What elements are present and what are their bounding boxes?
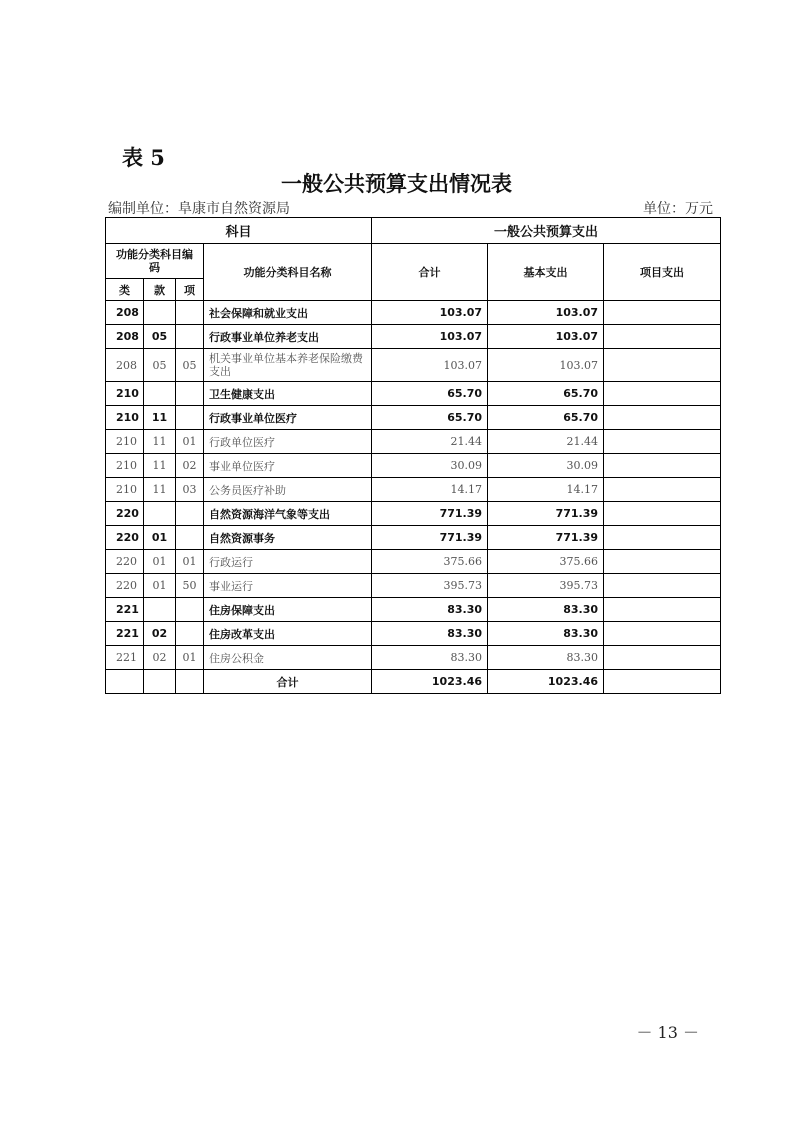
cell-lei: 220 <box>106 574 144 598</box>
table-row <box>106 325 721 349</box>
cell-name: 行政单位医疗 <box>204 430 372 454</box>
cell-total: 30.09 <box>372 454 488 478</box>
cell-xiang <box>176 301 204 325</box>
header-kuan: 款 <box>144 279 176 301</box>
cell-total: 14.17 <box>372 478 488 502</box>
cell-xiang: 02 <box>176 454 204 478</box>
cell-lei: 220 <box>106 550 144 574</box>
cell-name: 住房公积金 <box>204 646 372 670</box>
cell-kuan: 02 <box>144 622 176 646</box>
cell-basic: 30.09 <box>488 454 604 478</box>
cell-kuan: 01 <box>144 526 176 550</box>
cell-xiang: 01 <box>176 550 204 574</box>
table-label: 表 5 <box>122 145 165 170</box>
cell-lei: 208 <box>106 349 144 382</box>
cell-project <box>604 526 721 550</box>
empty-code-cell <box>106 670 144 694</box>
cell-kuan: 11 <box>144 430 176 454</box>
cell-total: 83.30 <box>372 622 488 646</box>
cell-name: 行政事业单位医疗 <box>204 406 372 430</box>
page-title: 一般公共预算支出情况表 <box>281 172 512 196</box>
cell-basic: 83.30 <box>488 646 604 670</box>
total-row-total: 1023.46 <box>372 670 488 694</box>
table-row <box>106 301 721 325</box>
cell-project <box>604 574 721 598</box>
cell-lei: 221 <box>106 646 144 670</box>
header-project: 项目支出 <box>604 244 721 301</box>
cell-basic: 375.66 <box>488 550 604 574</box>
cell-basic: 83.30 <box>488 622 604 646</box>
cell-lei: 210 <box>106 382 144 406</box>
total-row-label: 合计 <box>204 670 372 694</box>
cell-project <box>604 646 721 670</box>
cell-xiang <box>176 598 204 622</box>
cell-kuan: 11 <box>144 454 176 478</box>
cell-lei: 210 <box>106 406 144 430</box>
header-basic: 基本支出 <box>488 244 604 301</box>
cell-name: 住房保障支出 <box>204 598 372 622</box>
cell-kuan <box>144 502 176 526</box>
cell-basic: 14.17 <box>488 478 604 502</box>
cell-basic: 65.70 <box>488 406 604 430</box>
table-row <box>106 406 721 430</box>
cell-project <box>604 622 721 646</box>
cell-name: 机关事业单位基本养老保险缴费支出 <box>204 349 372 382</box>
cell-xiang: 01 <box>176 430 204 454</box>
currency-unit: 单位：万元 <box>643 201 713 217</box>
cell-lei: 220 <box>106 502 144 526</box>
header-total: 合计 <box>372 244 488 301</box>
cell-kuan: 05 <box>144 349 176 382</box>
cell-lei: 210 <box>106 430 144 454</box>
cell-lei: 221 <box>106 598 144 622</box>
cell-name: 事业单位医疗 <box>204 454 372 478</box>
cell-name: 住房改革支出 <box>204 622 372 646</box>
table-row <box>106 454 721 478</box>
cell-total: 375.66 <box>372 550 488 574</box>
cell-total: 65.70 <box>372 406 488 430</box>
cell-project <box>604 598 721 622</box>
cell-xiang: 50 <box>176 574 204 598</box>
table-row <box>106 382 721 406</box>
table-row <box>106 526 721 550</box>
cell-xiang <box>176 622 204 646</box>
cell-basic: 65.70 <box>488 382 604 406</box>
table-row <box>106 574 721 598</box>
cell-kuan: 11 <box>144 406 176 430</box>
cell-project <box>604 502 721 526</box>
cell-xiang <box>176 382 204 406</box>
cell-kuan <box>144 382 176 406</box>
cell-name: 自然资源海洋气象等支出 <box>204 502 372 526</box>
cell-xiang <box>176 526 204 550</box>
table-row <box>106 622 721 646</box>
cell-xiang <box>176 502 204 526</box>
cell-name: 行政事业单位养老支出 <box>204 325 372 349</box>
cell-project <box>604 550 721 574</box>
cell-total: 103.07 <box>372 349 488 382</box>
table-row <box>106 550 721 574</box>
cell-total: 771.39 <box>372 502 488 526</box>
cell-kuan: 02 <box>144 646 176 670</box>
cell-lei: 221 <box>106 622 144 646</box>
table-row <box>106 502 721 526</box>
cell-name: 公务员医疗补助 <box>204 478 372 502</box>
cell-project <box>604 430 721 454</box>
cell-basic: 103.07 <box>488 301 604 325</box>
cell-kuan: 01 <box>144 550 176 574</box>
cell-total: 65.70 <box>372 382 488 406</box>
cell-basic: 395.73 <box>488 574 604 598</box>
cell-kuan: 11 <box>144 478 176 502</box>
header-lei: 类 <box>106 279 144 301</box>
cell-total: 771.39 <box>372 526 488 550</box>
total-row-basic: 1023.46 <box>488 670 604 694</box>
table-row <box>106 646 721 670</box>
cell-name: 自然资源事务 <box>204 526 372 550</box>
cell-basic: 771.39 <box>488 526 604 550</box>
cell-xiang <box>176 406 204 430</box>
cell-name: 社会保障和就业支出 <box>204 301 372 325</box>
cell-kuan: 05 <box>144 325 176 349</box>
cell-basic: 771.39 <box>488 502 604 526</box>
total-row-project <box>604 670 721 694</box>
cell-total: 21.44 <box>372 430 488 454</box>
cell-total: 83.30 <box>372 598 488 622</box>
cell-total: 83.30 <box>372 646 488 670</box>
cell-name: 行政运行 <box>204 550 372 574</box>
header-name: 功能分类科目名称 <box>204 244 372 301</box>
table-row <box>106 349 721 382</box>
cell-xiang <box>176 325 204 349</box>
cell-xiang: 03 <box>176 478 204 502</box>
cell-total: 103.07 <box>372 301 488 325</box>
table-row <box>106 478 721 502</box>
cell-kuan <box>144 301 176 325</box>
header-xiang: 项 <box>176 279 204 301</box>
cell-project <box>604 301 721 325</box>
cell-project <box>604 478 721 502</box>
header-budget-expenditure: 一般公共预算支出 <box>372 218 721 244</box>
cell-total: 103.07 <box>372 325 488 349</box>
cell-name: 事业运行 <box>204 574 372 598</box>
cell-basic: 83.30 <box>488 598 604 622</box>
cell-kuan <box>144 598 176 622</box>
header-subject: 科目 <box>106 218 372 244</box>
table-row <box>106 430 721 454</box>
page-number: － 13 － <box>636 1023 699 1042</box>
table-row <box>106 598 721 622</box>
cell-project <box>604 406 721 430</box>
cell-total: 395.73 <box>372 574 488 598</box>
cell-project <box>604 382 721 406</box>
cell-xiang: 05 <box>176 349 204 382</box>
cell-kuan: 01 <box>144 574 176 598</box>
cell-name: 卫生健康支出 <box>204 382 372 406</box>
cell-project <box>604 454 721 478</box>
cell-project <box>604 349 721 382</box>
cell-lei: 210 <box>106 478 144 502</box>
header-code-group: 功能分类科目编码 <box>106 244 204 279</box>
cell-basic: 103.07 <box>488 349 604 382</box>
cell-basic: 103.07 <box>488 325 604 349</box>
budget-table <box>105 217 721 694</box>
cell-lei: 208 <box>106 301 144 325</box>
cell-xiang: 01 <box>176 646 204 670</box>
cell-project <box>604 325 721 349</box>
empty-code-cell <box>144 670 176 694</box>
cell-lei: 220 <box>106 526 144 550</box>
cell-basic: 21.44 <box>488 430 604 454</box>
cell-lei: 208 <box>106 325 144 349</box>
compiler-unit: 编制单位：阜康市自然资源局 <box>108 201 290 217</box>
cell-lei: 210 <box>106 454 144 478</box>
total-row <box>106 670 721 694</box>
empty-code-cell <box>176 670 204 694</box>
